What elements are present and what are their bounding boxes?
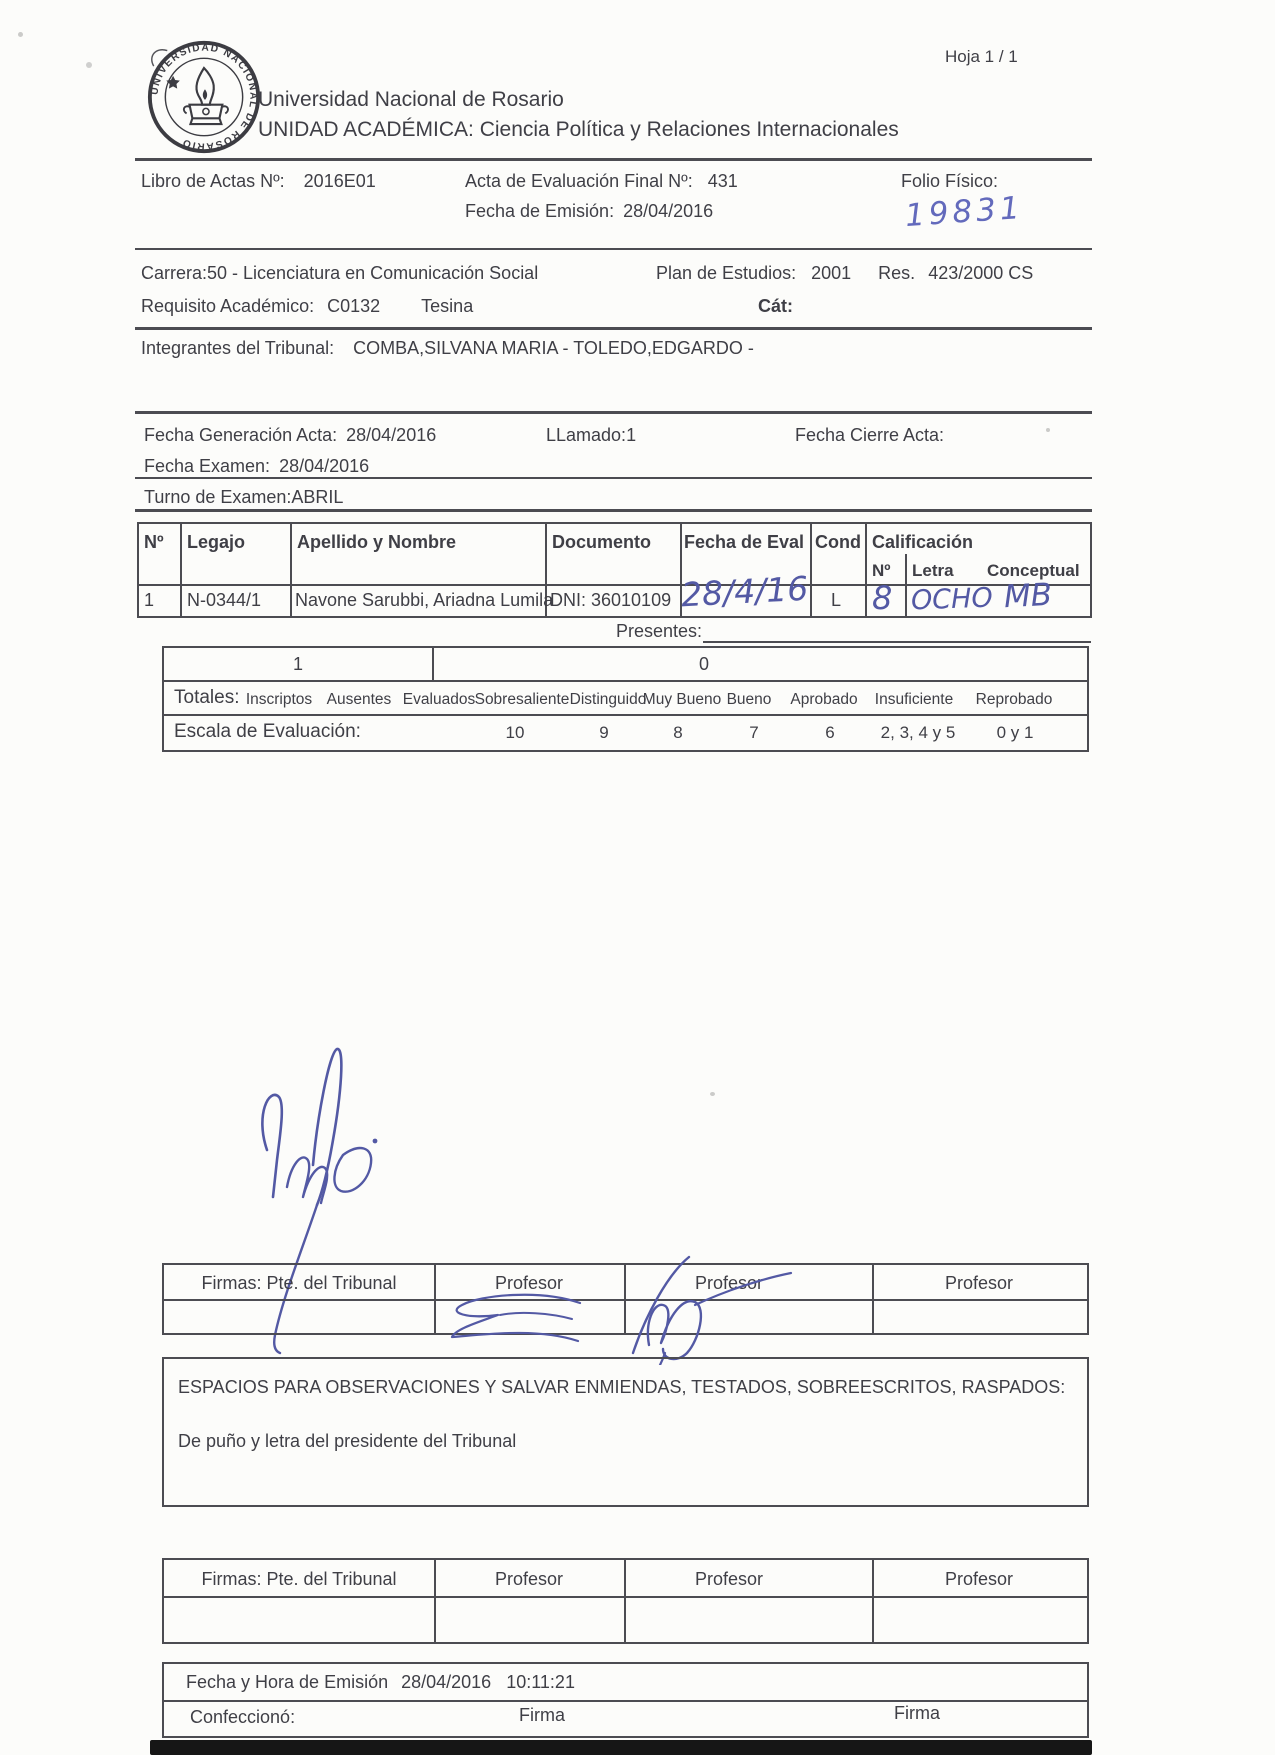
totales-label: Totales: (174, 687, 240, 708)
total-col-distinguido: Distinguido (569, 691, 647, 708)
row-documento: DNI: 36010109 (550, 590, 672, 610)
row-calif-letra-handwritten: OCHO (910, 582, 994, 617)
turno-examen (144, 487, 343, 508)
catedra-label: Cát: (758, 296, 793, 316)
scan-edge-bar (150, 1740, 1092, 1755)
signature-cell-border (434, 1560, 436, 1642)
resolucion-label: Res. (878, 263, 916, 283)
col-header-legajo: Legajo (187, 532, 246, 552)
scan-speck (1046, 428, 1050, 432)
total-col-bueno: Bueno (726, 691, 772, 708)
university-name: Universidad Nacional de Rosario (258, 88, 564, 111)
total-col-ausentes: Ausentes (326, 691, 392, 708)
observations-box (162, 1357, 1089, 1507)
col-header-fecha-eval: Fecha de Eval (684, 532, 805, 552)
row-cond: L (831, 590, 842, 610)
signature-cell-border (872, 1560, 874, 1642)
acta-final-value: 431 (707, 171, 738, 191)
total-col-insuficiente: Insuficiente (874, 691, 954, 708)
students-table (137, 522, 1092, 618)
divider (135, 477, 1092, 479)
firmas-profesor-label: Profesor (494, 1273, 564, 1293)
fecha-examen (144, 456, 369, 477)
carrera (141, 263, 538, 284)
table-column-border (810, 524, 812, 616)
firmas-profesor-label: Profesor (944, 1569, 1014, 1589)
firmas-profesor-label: Profesor (694, 1569, 764, 1589)
row-nombre: Navone Sarubbi, Ariadna Lumila (295, 590, 554, 610)
requisito-nombre: Tesina (421, 296, 474, 316)
professor-signature (440, 1285, 590, 1355)
libro-actas-value: 2016E01 (303, 171, 376, 191)
presentes-value: 0 (698, 654, 710, 674)
table-column-border (180, 524, 182, 616)
turno-value: ABRIL (291, 487, 344, 507)
fecha-examen-label: Fecha Examen: (144, 456, 271, 476)
escala-insuficiente: 2, 3, 4 y 5 (880, 723, 956, 742)
tribunal-label: Integrantes del Tribunal: (141, 338, 335, 358)
total-col-sobresaliente: Sobresaliente (474, 691, 570, 708)
tribunal-members: COMBA,SILVANA MARIA - TOLEDO,EDGARDO - (353, 338, 754, 358)
requisito-academico (141, 296, 473, 317)
emission-row-border (164, 1700, 1087, 1702)
total-col-muy-bueno: Muy Bueno (642, 691, 722, 708)
academic-unit: UNIDAD ACADÉMICA: Ciencia Política y Relaciones Internacionales (258, 118, 899, 141)
row-legajo: N-0344/1 (187, 590, 262, 610)
signature-cell-border (624, 1560, 626, 1642)
emission-table (162, 1662, 1089, 1738)
firmas-profesor-label: Profesor (694, 1273, 764, 1293)
divider (135, 158, 1092, 161)
row-fecha-eval-handwritten: 28/4/16 (680, 568, 810, 615)
observations-title: ESPACIOS PARA OBSERVACIONES Y SALVAR ENMIENDAS, TESTADOS, SOBREESCRITOS, RASPADOS: (178, 1377, 1066, 1397)
signatures-table-bottom (162, 1558, 1089, 1644)
total-col-inscriptos: Inscriptos (245, 691, 313, 708)
emission-label: Fecha y Hora de Emisión (186, 1672, 389, 1692)
total-col-aprobado: Aprobado (790, 691, 858, 708)
col-header-calif-letra: Letra (912, 561, 954, 580)
professor-signature (605, 1245, 805, 1365)
row-calif-n-handwritten: 8 (872, 579, 893, 617)
row-n: 1 (144, 590, 155, 610)
resolucion-value: 423/2000 CS (928, 263, 1034, 283)
firmas-profesor-label: Profesor (494, 1569, 564, 1589)
scan-speck (86, 62, 92, 68)
fecha-generacion-label: Fecha Generación Acta: (144, 425, 338, 445)
presentes-underline (703, 641, 1091, 643)
folio-handwritten-number: 19831 (903, 189, 1025, 235)
fecha-emision-label: Fecha de Emisión: (465, 201, 615, 221)
llamado-value: 1 (626, 425, 637, 445)
table-column-border (290, 524, 292, 616)
libro-actas-label: Libro de Actas Nº: (141, 171, 285, 191)
table-column-border (865, 524, 867, 616)
firmas-profesor-label: Profesor (944, 1273, 1014, 1293)
firma-label: Firma (519, 1705, 565, 1725)
totals-cell-border (432, 648, 434, 680)
divider (135, 248, 1092, 250)
firmas-presidente-label: Firmas: Pte. del Tribunal (201, 1569, 397, 1589)
firma-label: Firma (894, 1703, 940, 1723)
scan-speck (18, 32, 23, 37)
firmas-presidente-label: Firmas: Pte. del Tribunal (201, 1273, 397, 1293)
signature-cell-border (872, 1265, 874, 1333)
totals-table (162, 646, 1089, 752)
col-header-nombre: Apellido y Nombre (297, 532, 457, 552)
col-header-calif-conceptual: Conceptual (987, 561, 1080, 580)
escala-label: Escala de Evaluación: (174, 721, 361, 742)
row-calif-conceptual-handwritten: MB (1003, 576, 1053, 616)
carrera-value: 50 - Licenciatura en Comunicación Social (207, 263, 539, 283)
acta-final (465, 171, 738, 192)
escala-reprobado: 0 y 1 (996, 723, 1034, 742)
emission-datetime (186, 1672, 575, 1693)
total-col-reprobado: Reprobado (975, 691, 1053, 708)
fecha-emision (465, 201, 713, 222)
libro-actas (141, 171, 376, 192)
plan-estudios (656, 263, 1033, 284)
col-header-documento: Documento (552, 532, 651, 552)
totals-row-border (164, 680, 1087, 682)
col-header-cond: Cond (815, 532, 861, 552)
emission-time-value: 10:11:21 (506, 1672, 575, 1692)
folio-fisico-label: Folio Físico: (901, 171, 999, 191)
fecha-cierre-label: Fecha Cierre Acta: (795, 425, 945, 445)
signature-cell-border (434, 1265, 436, 1333)
plan-label: Plan de Estudios: (656, 263, 797, 283)
divider (135, 509, 1092, 512)
plan-value: 2001 (811, 263, 852, 283)
escala-6: 6 (825, 723, 835, 742)
emission-date-value: 28/04/2016 (401, 1672, 492, 1692)
observations-subtitle: De puño y letra del presidente del Tribunal (178, 1431, 517, 1451)
divider (135, 411, 1092, 414)
tribunal (141, 338, 754, 359)
scan-speck (710, 1092, 715, 1096)
totals-row-border (164, 714, 1087, 716)
presentes-label: Presentes: (616, 621, 703, 641)
acta-final-label: Acta de Evaluación Final Nº: (465, 171, 693, 191)
sheet-number: Hoja 1 / 1 (945, 47, 1018, 66)
seal-ring-text: UNIVERSIDAD NACIONAL DE ROSARIO (149, 42, 259, 152)
col-header-calificacion: Calificación (872, 532, 974, 552)
escala-7: 7 (749, 723, 759, 742)
requisito-codigo: C0132 (327, 296, 381, 316)
col-header-calif-n: Nº (872, 561, 891, 580)
escala-10: 10 (505, 723, 525, 742)
llamado-label: LLamado: (546, 425, 627, 445)
llamado (546, 425, 636, 446)
escala-9: 9 (599, 723, 609, 742)
col-header-n: Nº (144, 532, 164, 552)
fecha-examen-value: 28/04/2016 (279, 456, 370, 476)
fecha-generacion (144, 425, 436, 446)
turno-label: Turno de Examen: (144, 487, 292, 507)
inscriptos-value: 1 (292, 654, 304, 674)
fecha-emision-value: 28/04/2016 (623, 201, 714, 221)
divider (135, 327, 1092, 330)
total-col-evaluados: Evaluados (402, 691, 476, 708)
university-seal-icon (146, 36, 262, 158)
escala-8: 8 (673, 723, 683, 742)
fecha-generacion-value: 28/04/2016 (346, 425, 437, 445)
requisito-label: Requisito Académico: (141, 296, 315, 316)
carrera-label: Carrera: (141, 263, 208, 283)
confecciono-label: Confeccionó: (190, 1707, 296, 1727)
table-subcolumn-border (905, 554, 907, 616)
